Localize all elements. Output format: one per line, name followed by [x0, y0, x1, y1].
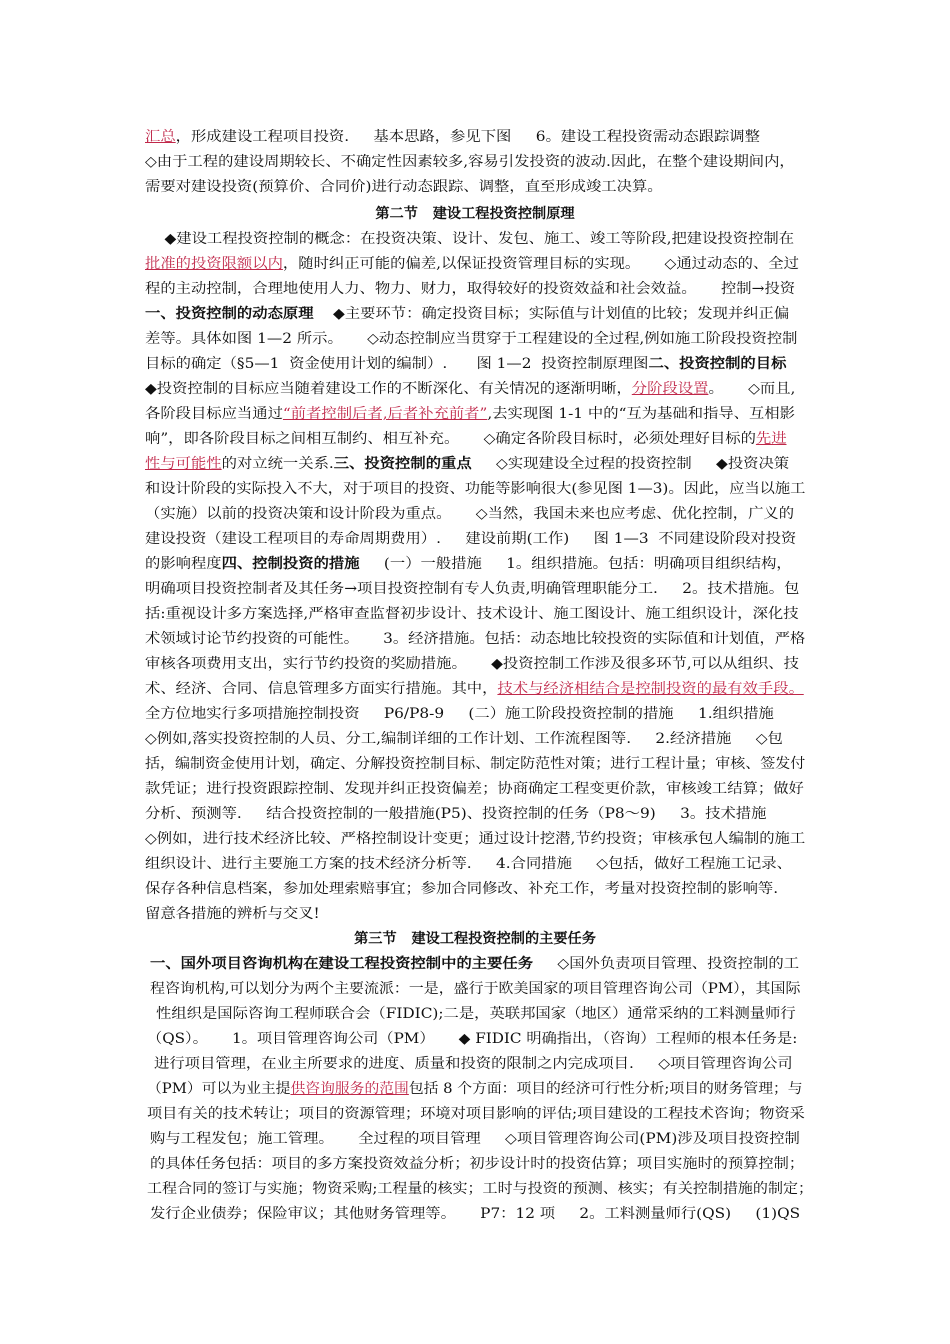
text-run: 工程合同的签订与实施；物资采购;工程量的核实；工时与投资的预测、核实；有关控制措施的制定；: [147, 1181, 814, 1197]
text-line: [150, 954, 799, 976]
highlighted-phrase: 汇总: [145, 129, 176, 145]
text-run: ,去实现图 1-1 中的“互为基础和指导、互相影: [487, 406, 795, 422]
subsection-heading: 一、投资控制的动态原理: [145, 306, 314, 322]
subsection-heading: 一、国外项目咨询机构在建设工程投资控制中的主要任务: [150, 956, 534, 972]
text-run: 的对立统一关系.: [221, 456, 334, 472]
text-line: [145, 454, 789, 476]
text-run: 术领域讨论节约投资的可能性。 3。经济措施。包括：动态地比较投资的实际值和计划值，严格: [145, 631, 806, 647]
text-line: [156, 1004, 796, 1026]
text-run: 分析、预测等. 结合投资控制的一般措施(P5)、投资控制的任务（P8～9) 3。技术措施: [145, 806, 767, 822]
text-run: ◇例如，进行技术经济比较、严格控制设计变更；通过设计挖潜,节约投资；审核承包人编制的施工: [145, 831, 806, 847]
text-run: 术、经济、合同、信息管理多方面实行措施。其中，: [145, 681, 498, 697]
section-heading: 第二节 建设工程投资控制原理: [375, 206, 575, 222]
text-run: 项目有关的技术转让；项目的资源管理；环境对项目影响的评估;项目建设的工程技术咨询；物资采: [147, 1106, 805, 1122]
text-line: [145, 177, 663, 199]
text-line: [145, 279, 795, 301]
highlighted-phrase: 分阶段设置: [631, 381, 709, 397]
text-run: ◇实现建设全过程的投资控制 ◆投资决策: [471, 456, 790, 472]
text-run: (一）一般措施 1。组织措施。包括：明确项目组织结构，: [359, 556, 792, 572]
text-line: [145, 379, 795, 401]
text-line: [145, 479, 805, 501]
text-line: [145, 779, 804, 801]
text-run: 包括 8 个方面：项目的经济可行性分析;项目的财务管理；与: [408, 1081, 803, 1097]
text-run: 的影响程度: [145, 556, 222, 572]
text-run: ◆主要环节：确定投资目标；实际值与计划值的比较；发现并纠正偏: [313, 306, 790, 322]
text-run: 款凭证；进行投资跟踪控制、发现并纠正投资偏差；协商确定工程变更价款，审核竣工结算；做好: [145, 781, 804, 797]
text-run: 保存各种信息档案，参加处理索赔事宜；参加合同修改、补充工作，考量对投资控制的影响等.: [145, 881, 779, 897]
text-line: [145, 729, 783, 751]
text-run: ◇例如,落实投资控制的人员、分工,编制详细的工作计划、工作流程图等. 2.经济措施 ◇包: [145, 731, 783, 747]
highlighted-phrase: 性与可能性: [145, 456, 222, 472]
text-run: 括:重视设计多方案选择,严格审查监督初步设计、技术设计、施工图设计、施工组织设计，深化技: [145, 606, 799, 622]
text-run: 括，编制资金使用计划，确定、分解投资控制目标、制定防范性对策；进行工程计量；审核、签发付: [145, 756, 806, 772]
text-run: 明确项目投资控制者及其任务→项目投资控制有专人负责,明确管理职能分工. 2。技术措施。包: [145, 581, 800, 597]
text-line: [150, 1204, 800, 1226]
text-line: [145, 579, 799, 601]
text-line: [145, 754, 805, 776]
highlighted-phrase: 技术与经济相结合是控制投资的最有效手段。: [497, 681, 804, 697]
text-line: [145, 127, 760, 149]
text-run: 和设计阶段的实际投入不大，对于项目的投资、功能等影响很大(参见图 1—3)。因此，应当以施工: [145, 481, 806, 497]
text-line: [145, 554, 792, 576]
text-line: [147, 1079, 803, 1101]
text-run: 进行项目管理，在业主所要求的进度、质量和投资的限制之内完成项目. ◇项目管理咨询公司: [154, 1056, 793, 1072]
text-run: 目标的确定（§5—1 资金使用计划的编制）. 图 1—2 投资控制原理图: [145, 356, 649, 372]
text-run: （PM）可以为业主提: [147, 1081, 291, 1097]
highlighted-phrase: 先进: [755, 431, 787, 447]
text-line: [145, 254, 799, 276]
highlighted-phrase: “前者控制后者,后者补充前者”: [282, 406, 488, 422]
text-run: 程的主动控制，合理地使用人力、物力、财力，取得较好的投资效益和社会效益。 控制→投资: [145, 281, 796, 297]
subsection-heading: 四、控制投资的措施: [221, 556, 360, 572]
text-line: [145, 854, 792, 876]
subsection-heading: 三、投资控制的重点: [333, 456, 472, 472]
text-run: 留意各措施的辨析与交叉!: [145, 906, 320, 922]
text-run: ，形成建设工程项目投资. 基本思路，参见下图 6。建设工程投资需动态跟踪调整: [175, 129, 760, 145]
text-line: [145, 354, 786, 376]
text-run: 全方位地实行多项措施控制投资 P6/P8-9 (二）施工阶段投资控制的措施 1.组织措施: [145, 706, 774, 722]
text-line: [147, 1104, 805, 1126]
text-line: [147, 1029, 797, 1051]
text-run: 审核各项费用支出，实行节约投资的奖励措施。 ◆投资控制工作涉及很多环节,可以从组织、技: [145, 656, 799, 672]
highlighted-phrase: 供咨询服务的范围: [290, 1081, 409, 1097]
text-line: [0, 929, 950, 951]
text-run: 差等。具体如图 1—2 所示。 ◇动态控制应当贯穿于工程建设的全过程,例如施工阶段投资控制: [145, 331, 798, 347]
text-run: 购与工程发包；施工管理。 全过程的项目管理 ◇项目管理咨询公司(PM)涉及项目投资控制: [150, 1131, 800, 1147]
subsection-heading: 二、投资控制的目标: [648, 356, 787, 372]
text-run: 需要对建设投资(预算价、合同价)进行动态跟踪、调整，直至形成竣工决算。: [145, 179, 663, 195]
text-run: （QS）。 1。项目管理咨询公司（PM） ◆ FIDIC 明确指出，（咨询）工程师的根本任务是:: [147, 1031, 798, 1047]
text-line: [147, 1179, 813, 1201]
highlighted-phrase: 批准的投资限额以内: [145, 256, 283, 272]
text-line: [145, 654, 799, 676]
text-line: [145, 804, 766, 826]
text-run: ，随时纠正可能的偏差,以保证投资管理目标的实现。 ◇通过动态的、全过: [282, 256, 799, 272]
text-run: 响”，即各阶段目标之间相互制约、相互补充。 ◇确定各阶段目标时，必须处理好目标的: [145, 431, 756, 447]
text-line: [145, 704, 774, 726]
text-run: 的具体任务包括：项目的多方案投资效益分析；初步设计时的投资估算；项目实施时的预算控制；: [150, 1156, 805, 1172]
text-line: [145, 304, 789, 326]
text-line: [145, 404, 795, 426]
text-line: [145, 152, 795, 174]
text-line: [145, 629, 805, 651]
text-run: ◇由于工程的建设周期较长、不确定性因素较多,容易引发投资的波动.因此，在整个建设期间内，: [145, 154, 795, 170]
text-run: 建设投资（建设工程项目的寿命周期费用）. 建设前期(工作) 图 1—3 不同建设阶段对投资: [145, 531, 797, 547]
section-heading: 第三节 建设工程投资控制的主要任务: [354, 931, 596, 947]
text-run: ◇国外负责项目管理、投资控制的工: [533, 956, 800, 972]
text-line: [145, 904, 320, 926]
text-line: [145, 529, 796, 551]
text-line: [145, 679, 804, 701]
text-line: [150, 1129, 800, 1151]
text-run: 发行企业债券；保险审议；其他财务管理等。 P7：12 项 2。工料测量师行(QS) (1)QS: [150, 1206, 801, 1222]
text-line: [145, 604, 799, 626]
text-line: [145, 504, 794, 526]
text-run: 组织设计、进行主要施工方案的技术经济分析等. 4.合同措施 ◇包括，做好工程施工记录、: [145, 856, 792, 872]
text-run: 各阶段目标应当通过: [145, 406, 283, 422]
text-line: [145, 229, 794, 251]
text-line: [150, 979, 800, 1001]
text-run: （实施）以前的投资决策和设计阶段为重点。 ◇当然，我国未来也应考虑、优化控制，广义的: [145, 506, 795, 522]
text-run: ◆投资控制的目标应当随着建设工作的不断深化、有关情况的逐渐明晰，: [145, 381, 632, 397]
text-run: 。 ◇而且,: [708, 381, 796, 397]
text-line: [145, 879, 778, 901]
text-run: ◆建设工程投资控制的概念：在投资决策、设计、发包、施工、竣工等阶段,把建设投资控制在: [145, 231, 795, 247]
text-run: 性组织是国际咨询工程师联合会（FIDIC);二是，英联邦国家（地区）通常采纳的工料测量师行: [156, 1006, 796, 1022]
text-line: [154, 1054, 793, 1076]
text-run: 程咨询机构,可以划分为两个主要流派：一是，盛行于欧美国家的项目管理咨询公司（PM），其国际: [150, 981, 801, 997]
text-line: [150, 1154, 804, 1176]
text-line: [145, 829, 805, 851]
text-line: [145, 329, 798, 351]
text-line: [145, 429, 787, 451]
text-line: [0, 204, 950, 226]
